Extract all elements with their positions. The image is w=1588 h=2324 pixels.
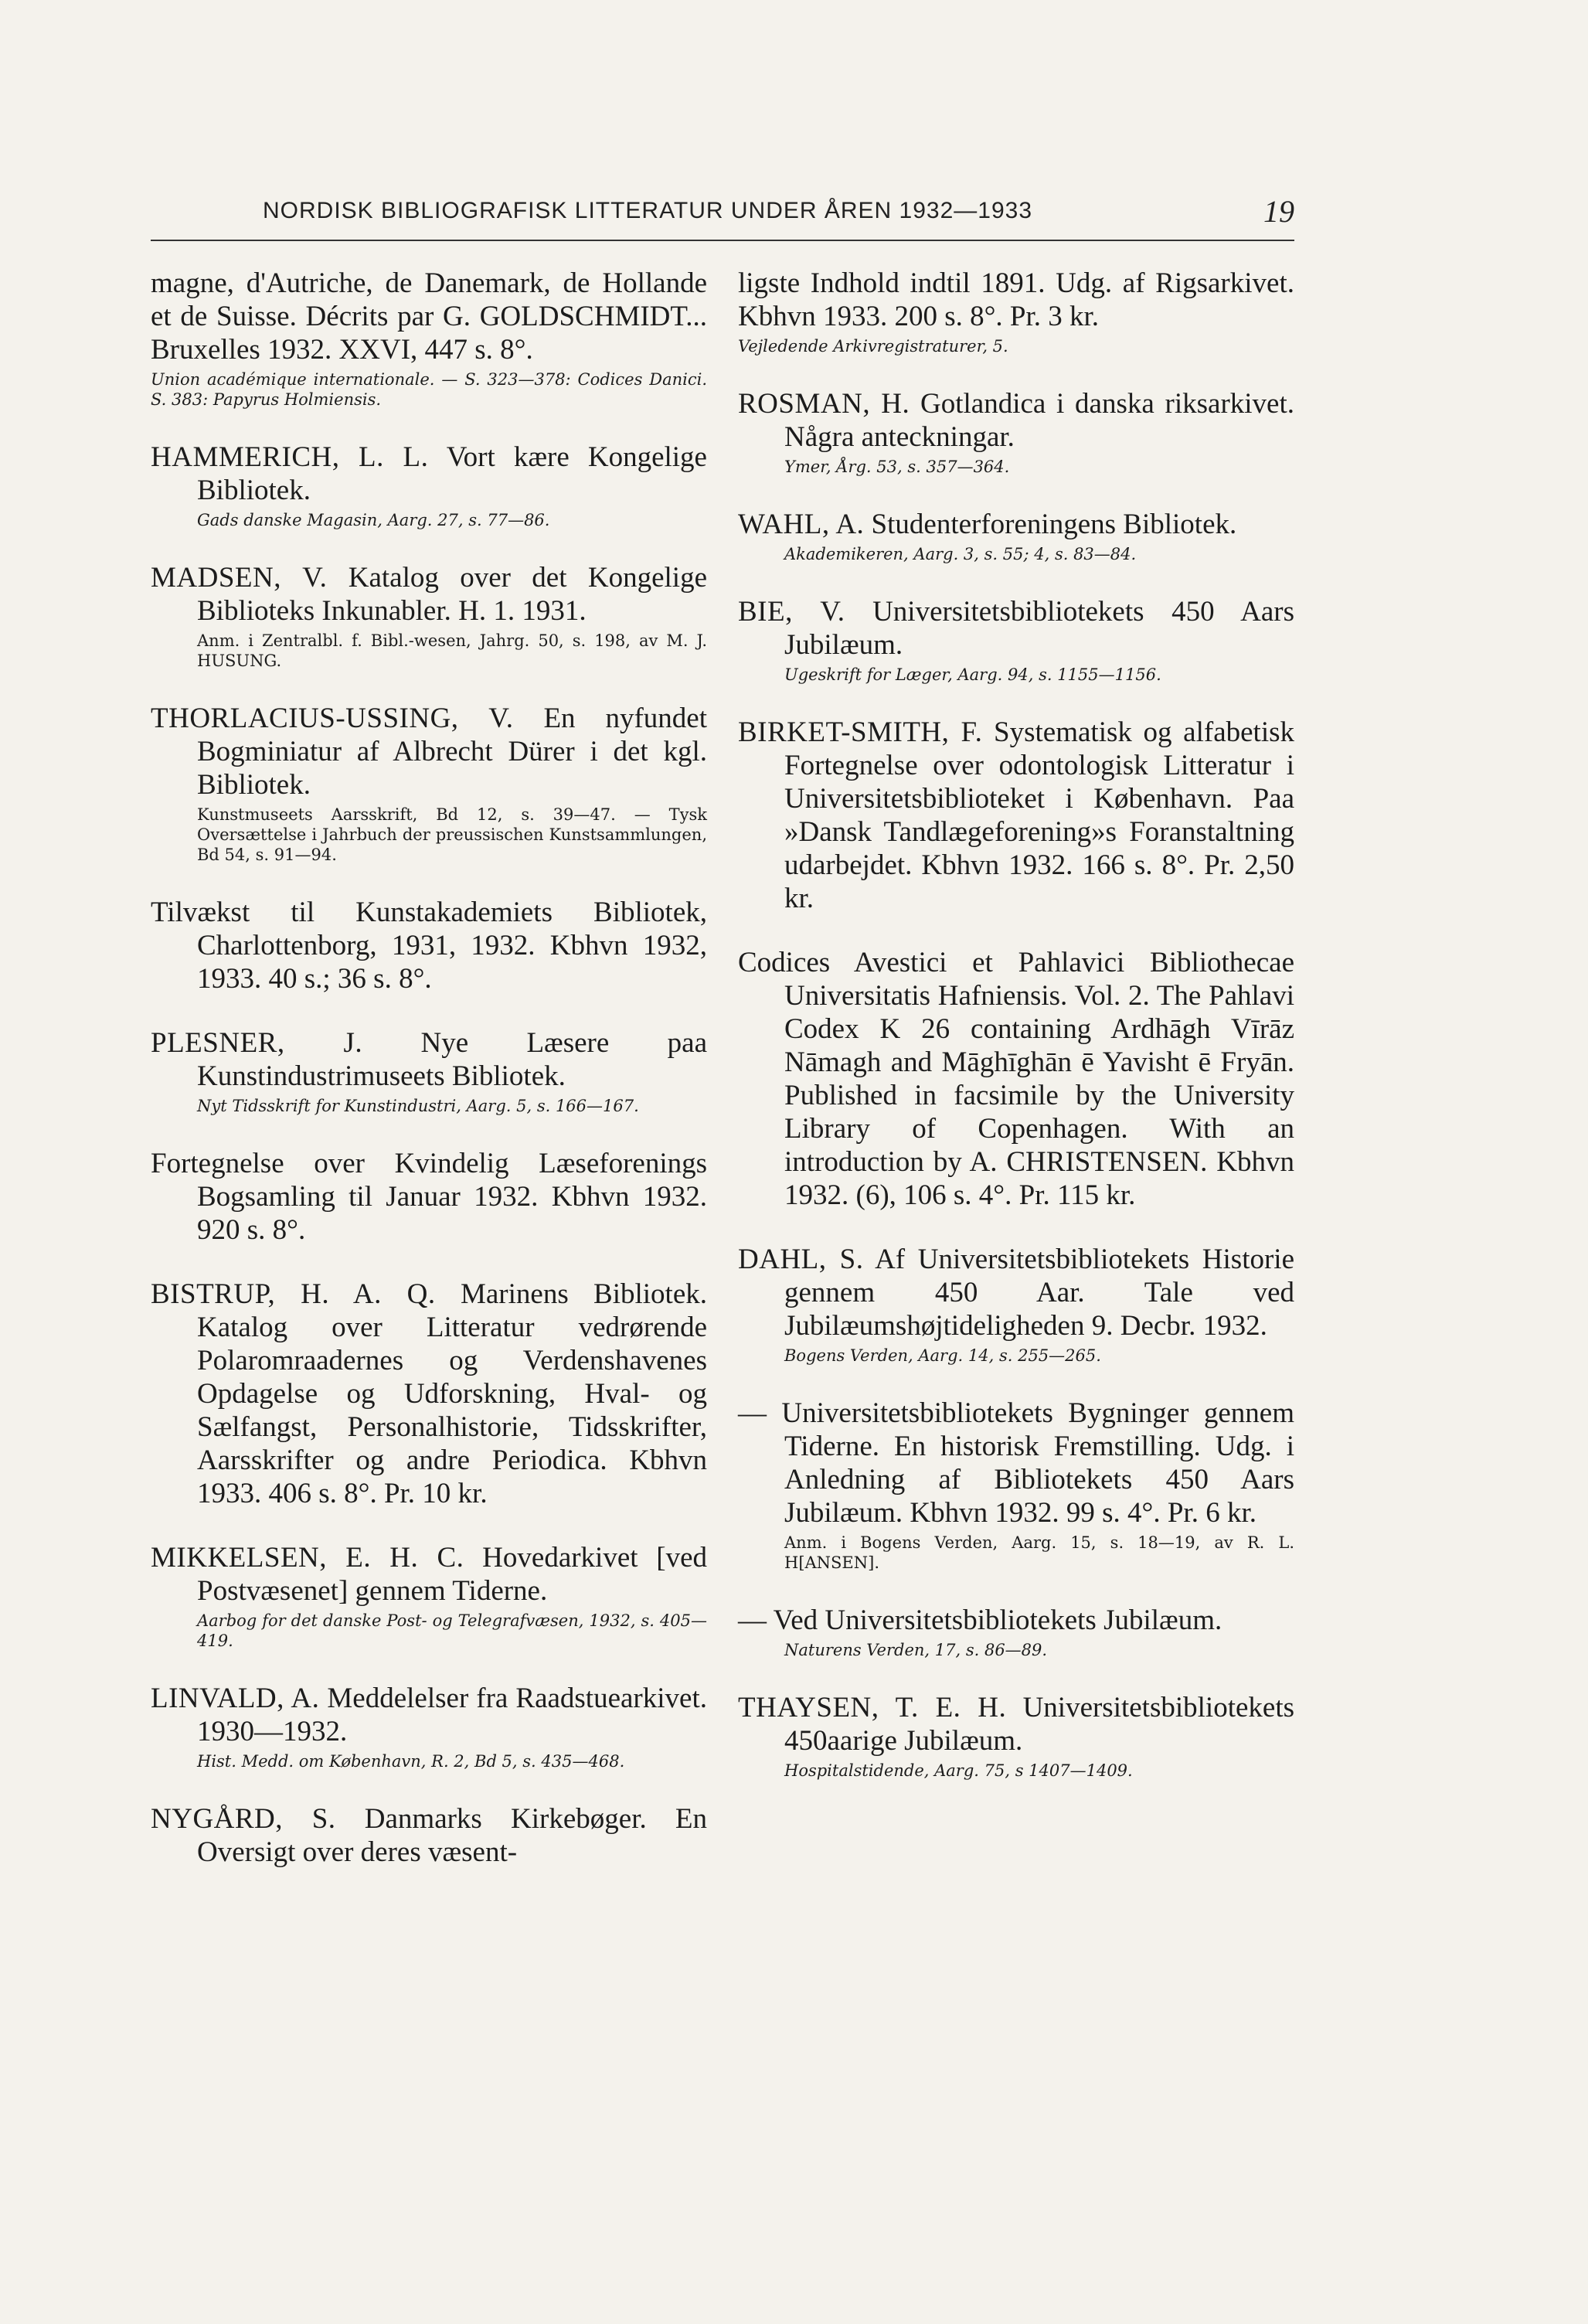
entry-note: Union académique internationale. — S. 323—378: Codices Danici. S. 383: Papyrus Holmiensis. [151, 370, 707, 409]
bibliography-entry [738, 508, 1294, 564]
bibliography-entry [738, 1691, 1294, 1781]
bibliography-entry [738, 267, 1294, 356]
bibliography-entry [151, 267, 707, 410]
bibliography-entry [738, 716, 1294, 915]
entry-note: Kunstmuseets Aarsskrift, Bd 12, s. 39—47. — Tysk Oversættelse i Jahrbuch der preussischen Kunstsammlungen, Bd 54, s. 91—94. [197, 805, 707, 864]
entry-title: Codices Avestici et Pahlavici Bibliothecae Universitatis Hafniensis. Vol. 2. The Pahlavi Codex K 26 containing Ardhāgh Vīrāz Nāmagh and Māghīghān ē Yavisht ē Fryān. Published in facsimile by the University Library of Copenhagen. With an introduction by A. CHRISTENSEN. Kbhvn 1932. (6), 106 s. 4°. Pr. 115 kr. [738, 947, 1294, 1211]
entry-title: Studenterforeningens Bibliotek. [871, 509, 1237, 540]
entry-title: magne, d'Autriche, de Danemark, de Hollande et de Suisse. Décrits par G. GOLDSCHMIDT... Bruxelles 1932. XXVI, 447 s. 8°. [151, 267, 707, 366]
left-column [151, 267, 707, 1900]
bibliography-entry [151, 441, 707, 530]
entry-note: Bogens Verden, Aarg. 14, s. 255—265. [784, 1346, 1101, 1365]
entry-author: MIKKELSEN, E. H. C. [151, 1542, 464, 1574]
entry-title: Hovedarkivet [ved Postvæsenet] gennem Tiderne. [197, 1542, 708, 1607]
entry-title: Danmarks Kirkebøger. En Oversigt over deres væsent- [197, 1803, 708, 1868]
bibliography-entry [151, 1541, 707, 1651]
entry-title: En nyfundet Bogminiatur af Albrecht Dürer i det kgl. Bibliotek. [197, 703, 708, 801]
entry-author: MADSEN, V. [151, 562, 328, 594]
bibliography-entry [151, 1026, 707, 1116]
entry-author: THAYSEN, T. E. H. [738, 1692, 1007, 1723]
entry-title: Fortegnelse over Kvindelig Læseforenings Bogsamling til Januar 1932. Kbhvn 1932. 920 s. 8°. [151, 1148, 707, 1246]
entry-note: Nyt Tidsskrift for Kunstindustri, Aarg. 5, s. 166—167. [197, 1097, 639, 1115]
entry-author: ROSMAN, H. [738, 388, 910, 420]
bibliography-entry [151, 561, 707, 671]
entry-note: Naturens Verden, 17, s. 86—89. [784, 1641, 1048, 1659]
entry-note: Ymer, Årg. 53, s. 357—364. [784, 458, 1010, 476]
running-head [151, 193, 1294, 241]
entry-title: ligste Indhold indtil 1891. Udg. af Rigsarkivet. Kbhvn 1933. 200 s. 8°. Pr. 3 kr. [738, 267, 1294, 332]
entry-title: Universitetsbibliotekets 450aarige Jubilæum. [784, 1692, 1295, 1757]
entry-title: Katalog over det Kongelige Biblioteks Inkunabler. H. 1. 1931. [197, 562, 707, 627]
entry-note: Aarbog for det danske Post- og Telegrafvæsen, 1932, s. 405—419. [197, 1611, 707, 1650]
entry-title: Nye Læsere paa Kunstindustrimuseets Bibliotek. [197, 1027, 707, 1092]
entry-author: HAMMERICH, L. L. [151, 441, 429, 473]
entry-author: PLESNER, J. [151, 1027, 363, 1059]
entry-note: Hist. Medd. om København, R. 2, Bd 5, s. 435—468. [197, 1752, 625, 1771]
bibliography-entry [738, 387, 1294, 477]
entry-note: Akademikeren, Aarg. 3, s. 55; 4, s. 83—84. [784, 545, 1137, 563]
page-number: 19 [1263, 194, 1294, 229]
entry-note: Ugeskrift for Læger, Aarg. 94, s. 1155—1156. [784, 665, 1161, 684]
entry-note: Vejledende Arkivregistraturer, 5. [738, 337, 1008, 356]
entry-author: LINVALD, A. [151, 1683, 320, 1714]
entry-title: Marinens Bibliotek. Katalog over Litteratur vedrørende Polaromraadernes og Verdenshavenes Opdagelse og Udforskning, Hval- og Sælfangst, Personalhistorie, Tidsskrifter, Aarsskrifter og andre Periodica. Kbhvn 1933. 406 s. 8°. Pr. 10 kr. [197, 1278, 708, 1509]
bibliography-entry [151, 1278, 707, 1510]
entry-note: Hospitalstidende, Aarg. 75, s 1407—1409. [784, 1761, 1133, 1780]
entry-author: — [738, 1397, 767, 1429]
entry-title: Af Universitetsbibliotekets Historie gennem 450 Aar. Tale ved Jubilæumshøjtideligheden 9. Decbr. 1932. [784, 1244, 1294, 1342]
entry-title: Universitetsbibliotekets 450 Aars Jubilæum. [784, 596, 1294, 661]
bibliography-entry [151, 1802, 707, 1869]
entry-author: — [738, 1604, 767, 1636]
entry-title: Gotlandica i danska riksarkivet. Några anteckningar. [784, 388, 1295, 453]
right-column [738, 267, 1294, 1812]
entry-author: BIE, V. [738, 596, 845, 628]
entry-author: BISTRUP, H. A. Q. [151, 1278, 436, 1310]
entry-note: Gads danske Magasin, Aarg. 27, s. 77—86. [197, 511, 550, 529]
running-title: NORDISK BIBLIOGRAFISK LITTERATUR UNDER ÅREN 1932—1933 [263, 198, 1033, 223]
entry-title: Meddelelser fra Raadstuearkivet. 1930—1932. [197, 1683, 707, 1747]
bibliography-entry [151, 702, 707, 865]
entry-author: DAHL, S. [738, 1244, 864, 1275]
bibliography-entry [151, 1147, 707, 1247]
entry-title: Systematisk og alfabetisk Fortegnelse over odontologisk Litteratur i Universitetsbiblioteket i København. Paa »Dansk Tandlægeforening»s Foranstaltning udarbejdet. Kbhvn 1932. 166 s. 8°. Pr. 2,50 kr. [784, 716, 1294, 914]
bibliography-entry [738, 1604, 1294, 1660]
entry-note: Anm. i Bogens Verden, Aarg. 15, s. 18—19, av R. L. H[ANSEN]. [784, 1533, 1294, 1572]
bibliography-entry [738, 595, 1294, 685]
entry-title: Vort kære Kongelige Bibliotek. [197, 441, 707, 506]
entry-title: Universitetsbibliotekets Bygninger gennem Tiderne. En historisk Fremstilling. Udg. i Anledning af Bibliotekets 450 Aars Jubilæum. Kbhvn 1932. 99 s. 4°. Pr. 6 kr. [781, 1397, 1294, 1529]
bibliography-entry [738, 1243, 1294, 1366]
entry-author: THORLACIUS-USSING, V. [151, 703, 514, 734]
bibliography-entry [151, 896, 707, 995]
entry-title: Ved Universitetsbibliotekets Jubilæum. [773, 1604, 1222, 1636]
entry-author: BIRKET-SMITH, F. [738, 716, 983, 748]
entry-author: WAHL, A. [738, 509, 865, 540]
bibliography-entry [738, 946, 1294, 1212]
entry-note: Anm. i Zentralbl. f. Bibl.-wesen, Jahrg. 50, s. 198, av M. J. HUSUNG. [197, 631, 707, 670]
entry-title: Tilvækst til Kunstakademiets Bibliotek, Charlottenborg, 1931, 1932. Kbhvn 1932, 1933. 40 s.; 36 s. 8°. [151, 897, 707, 995]
bibliography-entry [738, 1397, 1294, 1573]
entry-author: NYGÅRD, S. [151, 1803, 336, 1835]
bibliography-entry [151, 1682, 707, 1771]
